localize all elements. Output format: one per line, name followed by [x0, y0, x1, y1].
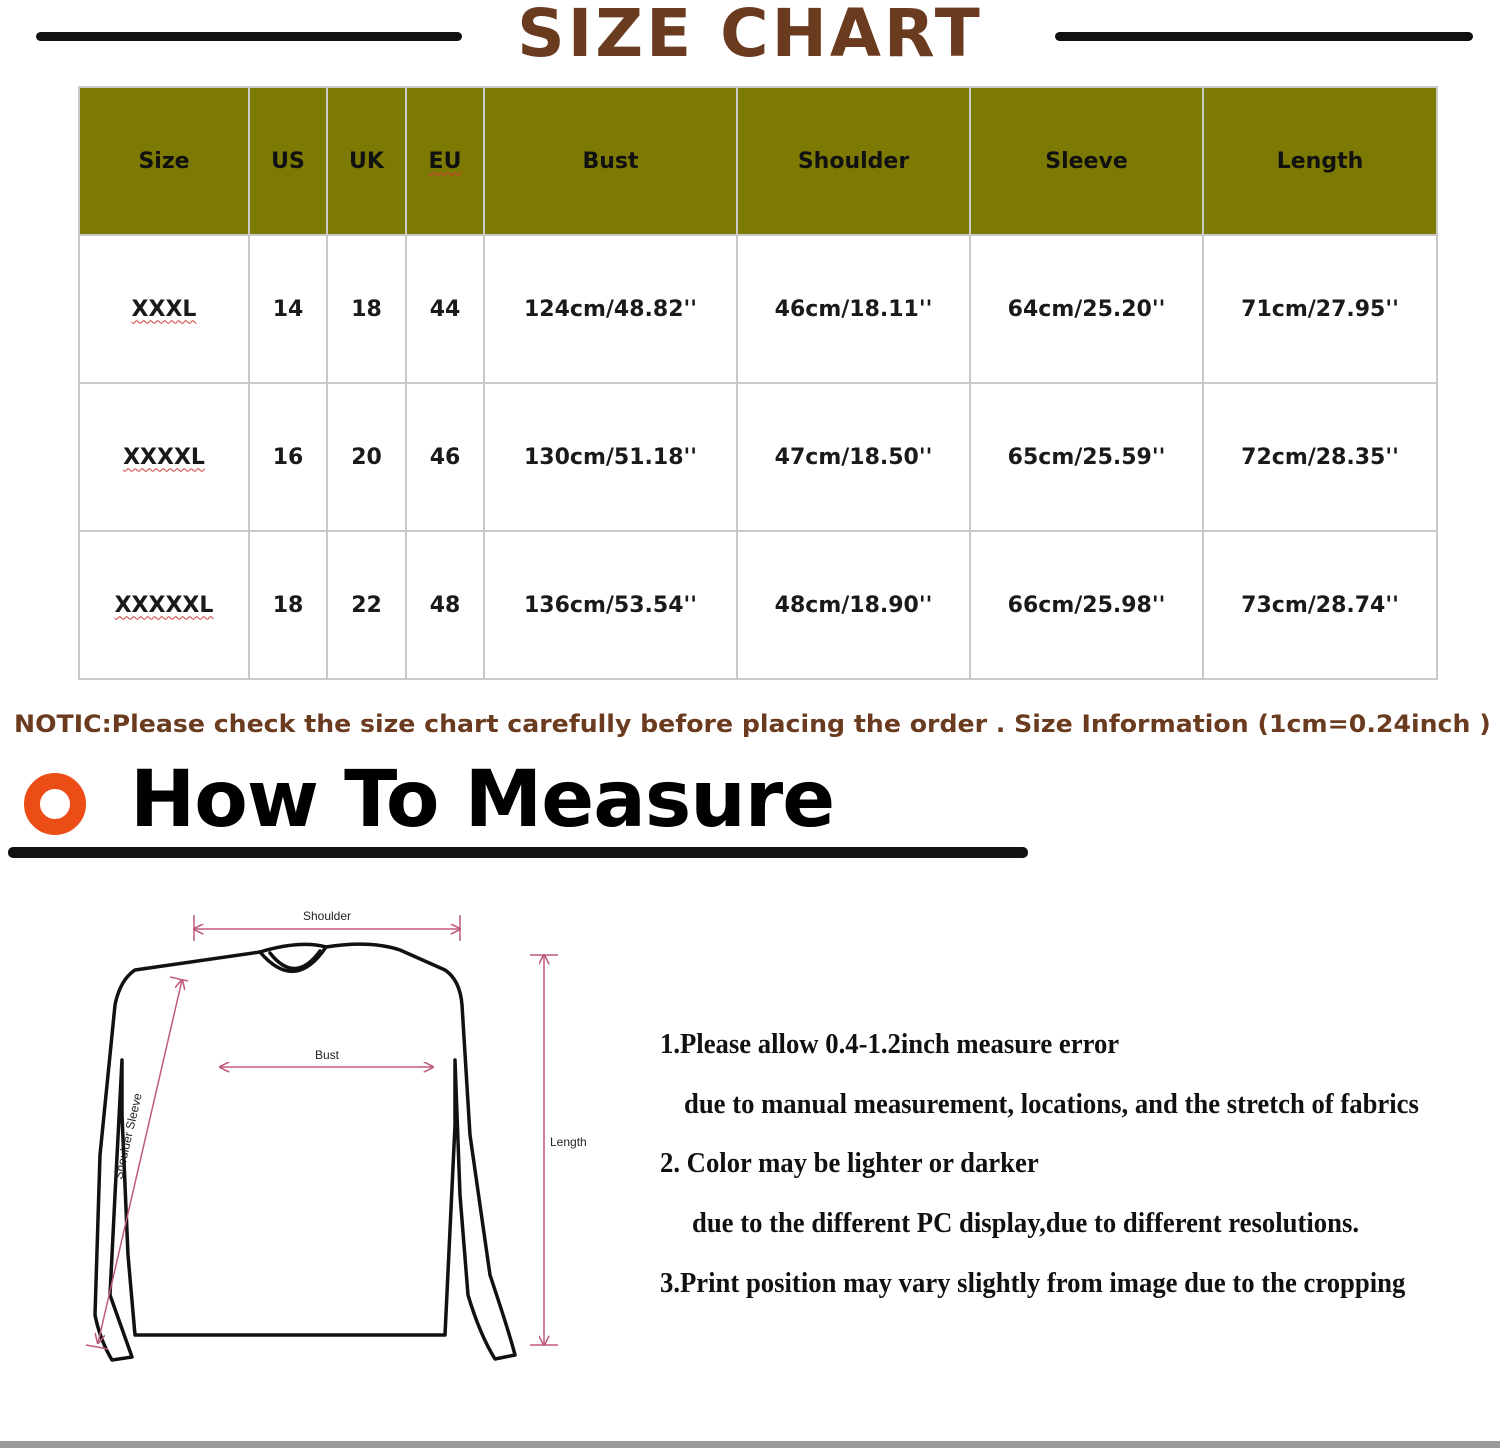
table-row — [79, 383, 1437, 531]
measure-lines — [86, 915, 558, 1349]
bottom-divider — [0, 1441, 1500, 1448]
header-us: US — [249, 87, 327, 235]
cell-length: 72cm/28.35'' — [1203, 383, 1437, 531]
sweater-diagram — [70, 895, 630, 1375]
cell-eu: 48 — [406, 531, 484, 679]
note-1: 1.Please allow 0.4-1.2inch measure error — [660, 1028, 1120, 1060]
header-bust: Bust — [484, 87, 737, 235]
header-size: Size — [79, 87, 249, 235]
cell-bust: 136cm/53.54'' — [484, 531, 737, 679]
note-3: 3.Print position may vary slightly from image due to the cropping — [660, 1267, 1406, 1299]
note-2: 2. Color may be lighter or darker — [660, 1147, 1039, 1179]
size-label: XXXXL — [123, 444, 205, 470]
table-row — [79, 531, 1437, 679]
cell-sleeve: 64cm/25.20'' — [970, 235, 1203, 383]
bust-label: Bust — [314, 1048, 340, 1062]
how-to-measure-heading: How To Measure — [130, 755, 835, 845]
page-title: SIZE CHART — [517, 0, 983, 72]
table-row — [79, 235, 1437, 383]
header-sleeve: Sleeve — [970, 87, 1203, 235]
size-notice: NOTIC:Please check the size chart carefully before placing the order . Size Information (1cm=0.24inch ) — [14, 710, 1491, 738]
cell-us: 16 — [249, 383, 327, 531]
size-label: XXXL — [131, 296, 197, 322]
measure-rule — [8, 847, 1028, 858]
header-uk: UK — [327, 87, 406, 235]
cell-shoulder: 47cm/18.50'' — [737, 383, 970, 531]
header-shoulder: Shoulder — [737, 87, 970, 235]
cell-shoulder: 48cm/18.90'' — [737, 531, 970, 679]
cell-length: 73cm/28.74'' — [1203, 531, 1437, 679]
shoulder-label: Shoulder — [302, 909, 352, 923]
cell-bust: 130cm/51.18'' — [484, 383, 737, 531]
cell-shoulder: 46cm/18.11'' — [737, 235, 970, 383]
cell-us: 18 — [249, 531, 327, 679]
cell-length: 71cm/27.95'' — [1203, 235, 1437, 383]
table-header-row — [79, 87, 1437, 235]
cell-size — [79, 235, 249, 383]
cell-eu: 46 — [406, 383, 484, 531]
size-chart-table — [78, 86, 1438, 680]
cell-size — [79, 531, 249, 679]
header-eu — [406, 87, 484, 235]
header-length: Length — [1203, 87, 1437, 235]
note-2-detail: due to the different PC display,due to different resolutions. — [692, 1207, 1360, 1239]
note-1-detail: due to manual measurement, locations, and the stretch of fabrics — [684, 1088, 1419, 1120]
circle-bullet-icon — [24, 773, 86, 835]
sleeve-label: Shoulder Sleeve — [111, 1091, 145, 1181]
cell-eu: 44 — [406, 235, 484, 383]
header-eu-label: EU — [428, 148, 462, 174]
cell-us: 14 — [249, 235, 327, 383]
cell-sleeve: 65cm/25.59'' — [970, 383, 1203, 531]
cell-sleeve: 66cm/25.98'' — [970, 531, 1203, 679]
cell-uk: 20 — [327, 383, 406, 531]
cell-uk: 22 — [327, 531, 406, 679]
sweater-outline — [95, 944, 515, 1360]
size-label: XXXXXL — [114, 592, 214, 618]
cell-uk: 18 — [327, 235, 406, 383]
cell-bust: 124cm/48.82'' — [484, 235, 737, 383]
cell-size — [79, 383, 249, 531]
length-label: Length — [550, 1135, 587, 1149]
